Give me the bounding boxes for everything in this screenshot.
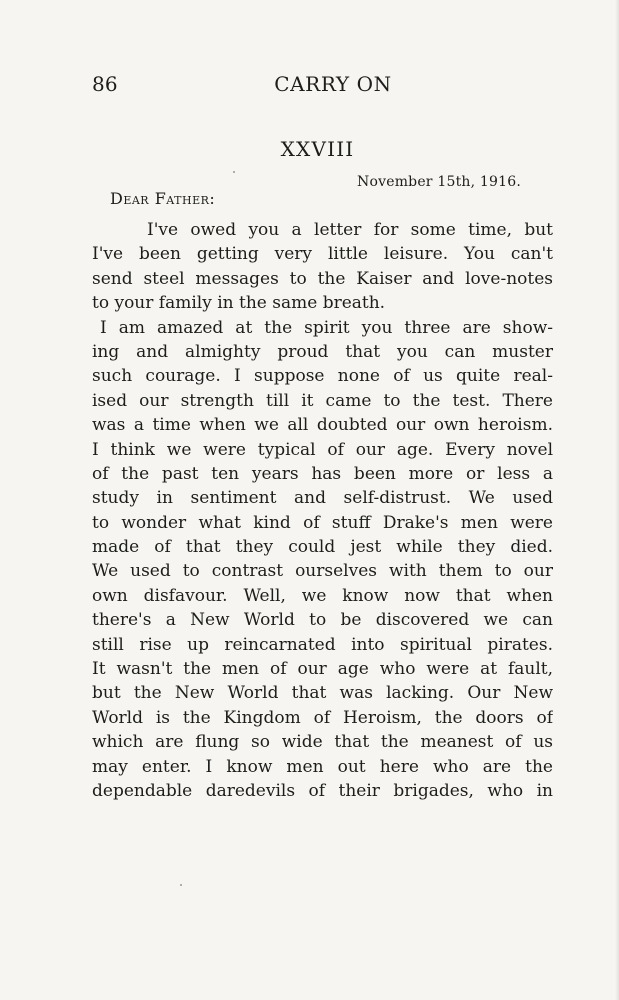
text-line: was a time when we all doubted our own heroism.: [92, 415, 553, 436]
salutation-initial-1: D: [110, 189, 124, 208]
text-line: made of that they could jest while they died.: [92, 537, 553, 558]
page-header: [92, 72, 532, 102]
page-number: 86: [92, 72, 118, 96]
text-line: I think we were typical of our age. Every novel: [92, 439, 553, 460]
running-head: CARRY ON: [274, 72, 392, 96]
page-edge-shadow: [615, 0, 619, 1000]
text-line: dependable daredevils of their brigades, who in: [92, 780, 553, 801]
text-line: there's a New World to be discovered we can: [92, 610, 553, 631]
salutation: [110, 189, 215, 208]
text-line: It wasn't the men of our age who were at fault,: [92, 659, 553, 680]
text-line: to your family in the same breath.: [92, 293, 386, 314]
salutation-word-2: ather: [166, 189, 210, 208]
text-line: to wonder what kind of stuff Drake's men were: [92, 512, 553, 533]
chapter-heading: XXVIII: [280, 137, 355, 161]
text-line: such courage. I suppose none of us quite real-: [92, 366, 553, 387]
text-line: which are flung so wide that the meanest of us: [92, 732, 553, 753]
text-line: I've been getting very little leisure. You can't: [92, 244, 553, 265]
text-line: ing and almighty proud that you can muster: [92, 341, 553, 362]
letter-body: [92, 218, 553, 803]
text-line: own disfavour. Well, we know now that when: [92, 585, 553, 606]
salutation-initial-2: F: [154, 189, 167, 208]
salutation-word-1: ear: [123, 189, 150, 208]
print-speck: [180, 884, 182, 886]
text-line: We used to contrast ourselves with them to our: [92, 561, 553, 582]
text-line: ised our strength till it came to the test. There: [92, 390, 553, 411]
print-speck: [233, 171, 235, 173]
text-line: of the past ten years has been more or less a: [92, 463, 553, 484]
salutation-punct: :: [209, 189, 216, 208]
text-line: I've owed you a letter for some time, but: [147, 220, 553, 240]
text-line: send steel messages to the Kaiser and love-notes: [92, 268, 553, 289]
text-line: may enter. I know men out here who are the: [92, 756, 553, 777]
text-line: but the New World that was lacking. Our New: [92, 683, 553, 704]
text-line: World is the Kingdom of Heroism, the doors of: [92, 707, 553, 728]
text-line: I am amazed at the spirit you three are show-: [100, 317, 553, 338]
text-line: still rise up reincarnated into spiritual pirates.: [92, 634, 553, 655]
letter-date: November 15th, 1916.: [357, 174, 521, 190]
text-line: study in sentiment and self-distrust. We used: [92, 488, 553, 509]
